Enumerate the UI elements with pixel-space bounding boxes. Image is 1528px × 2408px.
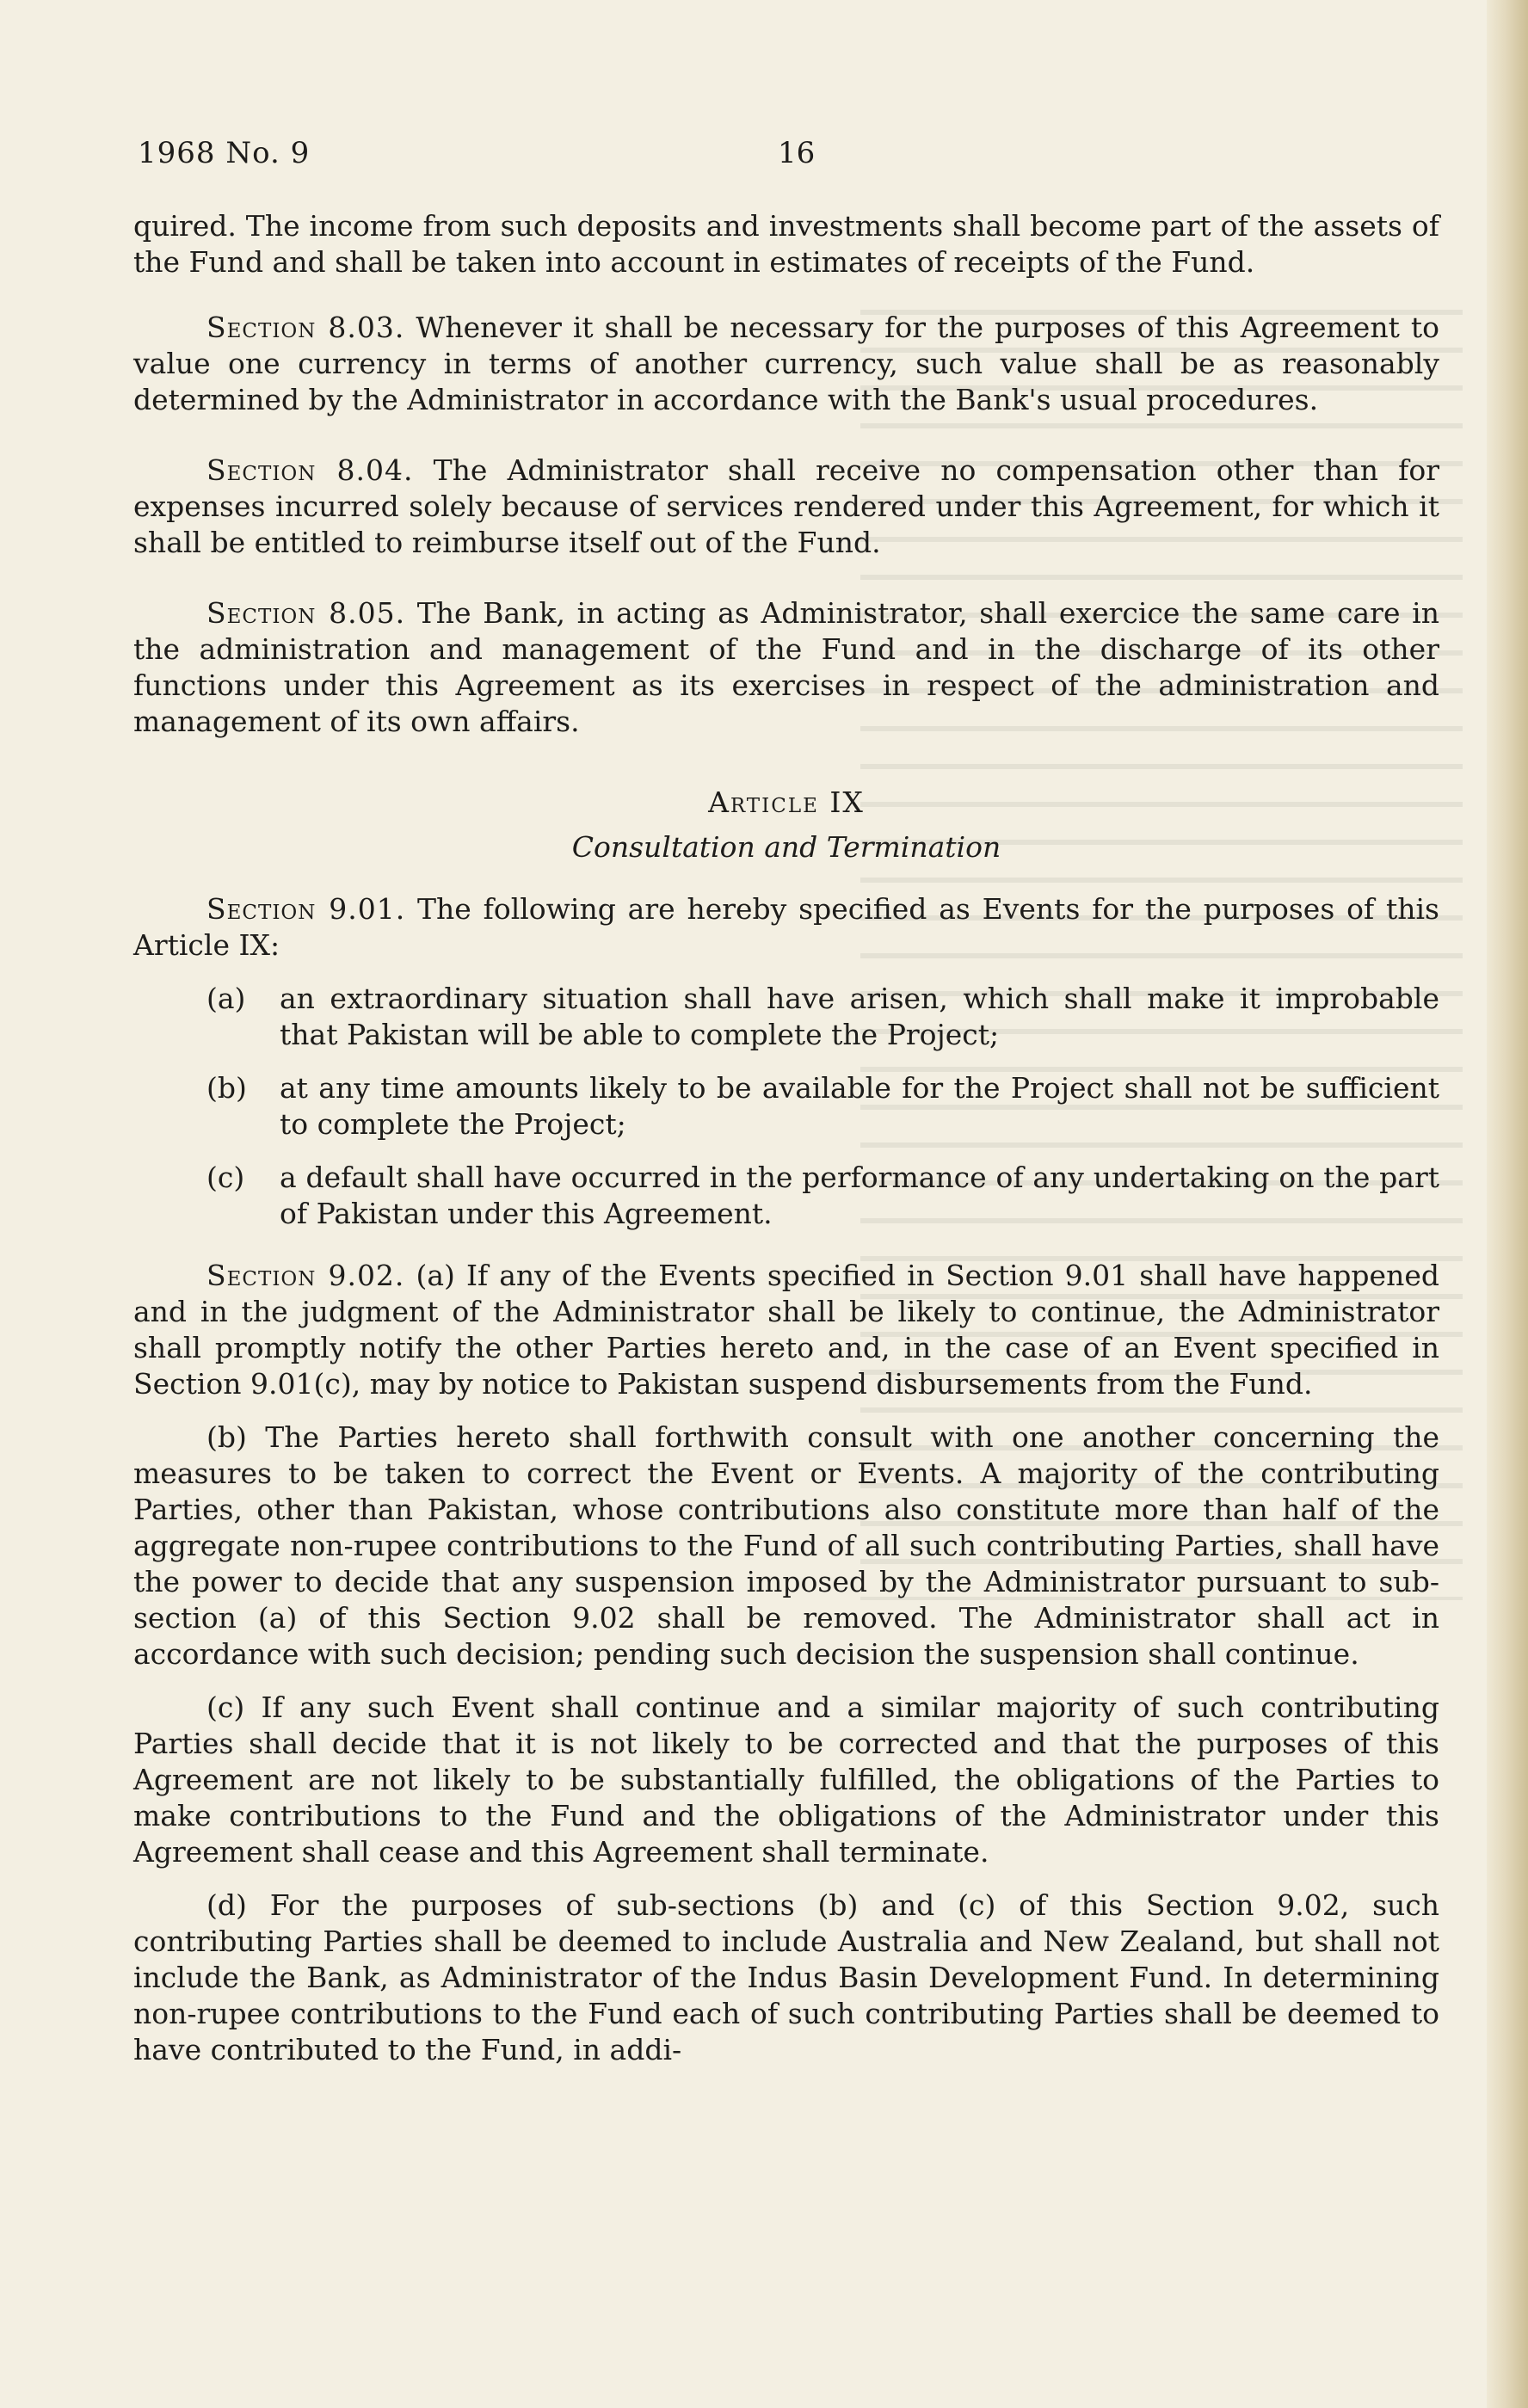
- section-9-02-d: (d) For the purposes of sub-sections (b) and (c) of this Section 9.02, such contributing Parties shall be deemed to include Australia and New Zealand, but shall not include the Bank, as Administrator of the Indus Basin Development Fund. In determining non-rupee contributions to the Fund each of such contributing Parties shall be deemed to have contributed to the Fund, in addi-: [133, 1888, 1439, 2066]
- section-label: Section 9.01.: [206, 892, 406, 926]
- section-9-02-b: (b) The Parties hereto shall forthwith consult with one another concerning the measures to be taken to correct the Event or Events. A majority of the contributing Parties, other than Pakistan, whose contributions also constitute more than half of the aggregate non-rupee contributions to the Fund of all such contributing Parties, shall have the power to decide that any suspension imposed by the Administrator pursuant to sub-section (a) of this Section 9.02 shall be removed. The Administrator shall act in accordance with such decision; pending such decision the suspension shall continue.: [133, 1420, 1439, 1671]
- section-9-02-c: (c) If any such Event shall continue and a similar majority of such contributing Parties shall decide that it is not likely to be corrected and that the purposes of this Agreement are not likely to be substantially fulfilled, the obligations of the Parties to make contributions to the Fund and the obligations of the Administrator under this Agreement shall cease and this Agreement shall terminate.: [133, 1691, 1439, 1869]
- section-label: Section 8.04.: [206, 453, 414, 487]
- section-label: Section 8.05.: [206, 596, 406, 630]
- section-label: Section 8.03.: [206, 311, 405, 344]
- list-item: [133, 1070, 1439, 1142]
- section-text: The following are hereby specified as Events for the purposes of this Article IX:: [133, 892, 1439, 962]
- law-reference: 1968 No. 9: [138, 136, 311, 170]
- section-text: The Bank, in acting as Administrator, shall exercice the same care in the administration and management of the Fund and in the discharge of its other functions under this Agreement as its exercises in respect of the administration and management of its own affairs.: [133, 596, 1439, 738]
- section-8-03: [133, 310, 1439, 418]
- list-item-label: (c): [206, 1161, 245, 1194]
- document-body: [133, 208, 1439, 2085]
- page-header: [138, 136, 1445, 179]
- section-9-01: [133, 891, 1439, 964]
- list-item: [133, 981, 1439, 1053]
- continuation-paragraph: quired. The income from such deposits and investments shall become part of the assets of the Fund and shall be taken into account in estimates of receipts of the Fund.: [133, 209, 1439, 279]
- section-8-04: [133, 453, 1439, 561]
- list-item-text: an extraordinary situation shall have arisen, which shall make it improbable that Pakistan will be able to complete the Project;: [280, 982, 1439, 1051]
- page-edge-shadow: [1487, 0, 1528, 2408]
- list-item-label: (a): [206, 982, 246, 1015]
- list-item-label: (b): [206, 1071, 247, 1105]
- section-text: Whenever it shall be necessary for the purposes of this Agreement to value one currency in terms of another currency, such value shall be as reasonably determined by the Administrator in accordance with the Bank's usual procedures.: [133, 311, 1439, 416]
- events-list: [133, 981, 1439, 1232]
- page-number: 16: [778, 136, 816, 170]
- section-text: The Administrator shall receive no compensation other than for expenses incurred solely because of services rendered under this Agreement, for which it shall be entitled to reimburse itself out of the Fund.: [133, 453, 1439, 559]
- article-subheading: Consultation and Termination: [571, 830, 1001, 864]
- section-9-02-a: [133, 1258, 1439, 1402]
- section-8-05: [133, 595, 1439, 740]
- section-label: Section 9.02.: [206, 1259, 405, 1292]
- list-item-text: at any time amounts likely to be available for the Project shall not be sufficient to complete the Project;: [280, 1071, 1439, 1141]
- list-item-text: a default shall have occurred in the performance of any undertaking on the part of Pakistan under this Agreement.: [280, 1161, 1439, 1230]
- article-heading: Article IX: [708, 785, 865, 819]
- section-text: (a) If any of the Events specified in Section 9.01 shall have happened and in the judgment of the Administrator shall be likely to continue, the Administrator shall promptly notify the other Parties hereto and, in the case of an Event specified in Section 9.01(c), may by notice to Pakistan suspend disbursements from the Fund.: [133, 1259, 1439, 1401]
- list-item: [133, 1160, 1439, 1232]
